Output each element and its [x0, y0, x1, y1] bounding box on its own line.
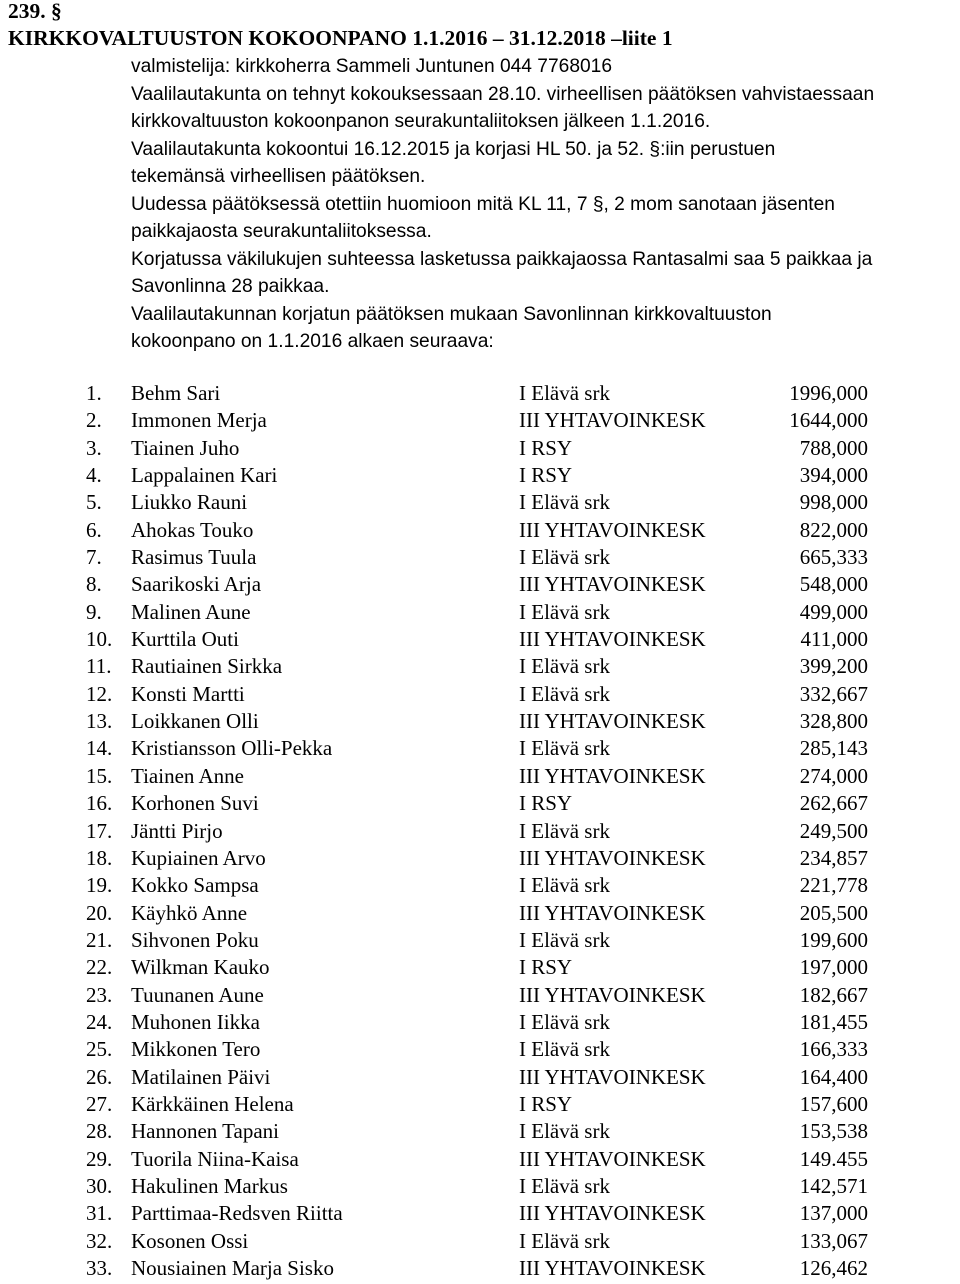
member-group: III YHTAVOINKESK	[519, 1256, 706, 1280]
member-name: Käyhkö Anne	[131, 900, 248, 925]
member-number: 13.	[86, 709, 113, 734]
member-group: III YHTAVOINKESK	[519, 900, 706, 925]
section-number: 239. §	[8, 0, 62, 23]
member-group: I Elävä srk	[519, 1228, 610, 1253]
member-row	[0, 1091, 960, 1118]
member-name: Rasimus Tuula	[131, 545, 257, 570]
member-row	[0, 489, 960, 516]
member-number: 28.	[86, 1119, 113, 1144]
member-name: Malinen Aune	[131, 599, 251, 624]
member-row	[0, 790, 960, 817]
member-row	[0, 1036, 960, 1063]
member-name: Sihvonen Poku	[131, 927, 259, 952]
member-votes: 221,778	[799, 873, 868, 898]
member-group: I Elävä srk	[519, 1037, 610, 1062]
member-name: Parttimaa-Redsven Riitta	[131, 1201, 343, 1226]
member-number: 14.	[86, 736, 113, 761]
member-group: I Elävä srk	[519, 681, 610, 706]
member-number: 15.	[86, 763, 113, 788]
member-name: Kokko Sampsa	[131, 873, 259, 898]
member-votes: 199,600	[799, 927, 868, 952]
member-group: I RSY	[519, 435, 573, 460]
member-row	[0, 763, 960, 790]
document-title: KIRKKOVALTUUSTON KOKOONPANO 1.1.2016 – 31.12.2018 –liite 1	[8, 26, 673, 50]
member-name: Kurttila Outi	[131, 627, 239, 652]
member-votes: 822,000	[799, 517, 868, 542]
member-votes: 1644,000	[789, 408, 868, 433]
member-group: I Elävä srk	[519, 873, 610, 898]
member-number: 2.	[86, 408, 102, 433]
body-line: Vaalilautakunta kokoontui 16.12.2015 ja korjasi HL 50. ja 52. §:iin perustuen	[131, 138, 776, 160]
member-list	[0, 380, 960, 1282]
body-line: kirkkovaltuuston kokoonpanon seurakuntaliitoksen jälkeen 1.1.2016.	[131, 111, 711, 132]
member-row	[0, 708, 960, 735]
member-votes: 399,200	[799, 654, 868, 679]
member-number: 22.	[86, 955, 113, 980]
member-name: Konsti Martti	[131, 681, 245, 706]
member-row	[0, 872, 960, 899]
member-number: 24.	[86, 1009, 113, 1034]
member-votes: 274,000	[799, 763, 868, 788]
member-votes: 164,400	[799, 1064, 868, 1089]
member-row	[0, 1255, 960, 1282]
member-votes: 394,000	[799, 463, 868, 488]
member-group: III YHTAVOINKESK	[519, 1064, 706, 1089]
member-number: 31.	[86, 1201, 113, 1226]
member-group: III YHTAVOINKESK	[519, 517, 706, 542]
member-number: 30.	[86, 1173, 113, 1198]
member-number: 7.	[86, 545, 102, 570]
member-votes: 182,667	[799, 982, 868, 1007]
member-votes: 665,333	[799, 545, 868, 570]
member-name: Liukko Rauni	[131, 490, 248, 515]
member-votes: 262,667	[799, 791, 868, 816]
member-name: Nousiainen Marja Sisko	[131, 1256, 334, 1280]
member-name: Immonen Merja	[131, 408, 267, 433]
member-name: Kärkkäinen Helena	[131, 1091, 294, 1116]
member-votes: 133,067	[799, 1228, 868, 1253]
member-votes: 149.455	[799, 1146, 868, 1171]
member-row	[0, 927, 960, 954]
member-name: Kosonen Ossi	[131, 1228, 249, 1253]
member-group: I Elävä srk	[519, 545, 610, 570]
member-group: III YHTAVOINKESK	[519, 408, 706, 433]
member-row	[0, 517, 960, 544]
member-number: 17.	[86, 818, 113, 843]
member-group: III YHTAVOINKESK	[519, 845, 706, 870]
member-row	[0, 544, 960, 571]
body-line: valmistelija: kirkkoherra Sammeli Juntunen 044 7768016	[131, 56, 613, 77]
member-row	[0, 845, 960, 872]
member-group: I Elävä srk	[519, 654, 610, 679]
member-name: Behm Sari	[131, 381, 221, 405]
body-line: paikkajaosta seurakuntaliitoksessa.	[131, 221, 432, 242]
member-name: Tuunanen Aune	[131, 982, 264, 1007]
member-name: Ahokas Touko	[131, 517, 254, 542]
member-row	[0, 900, 960, 927]
member-row	[0, 954, 960, 981]
member-row	[0, 626, 960, 653]
member-row	[0, 1228, 960, 1255]
member-name: Loikkanen Olli	[131, 709, 259, 734]
member-group: I Elävä srk	[519, 490, 610, 515]
member-group: I Elävä srk	[519, 599, 610, 624]
member-group: III YHTAVOINKESK	[519, 572, 706, 597]
member-number: 23.	[86, 982, 113, 1007]
member-number: 29.	[86, 1146, 113, 1171]
member-group: I RSY	[519, 463, 573, 488]
member-group: I RSY	[519, 791, 573, 816]
member-votes: 142,571	[799, 1173, 868, 1198]
member-name: Mikkonen Tero	[131, 1037, 261, 1062]
member-number: 12.	[86, 681, 113, 706]
member-row	[0, 653, 960, 680]
member-votes: 153,538	[799, 1119, 868, 1144]
member-row	[0, 380, 960, 407]
member-group: III YHTAVOINKESK	[519, 1201, 706, 1226]
member-name: Jäntti Pirjo	[131, 818, 223, 843]
member-name: Wilkman Kauko	[131, 955, 270, 980]
member-group: I RSY	[519, 955, 573, 980]
member-row	[0, 1064, 960, 1091]
member-name: Kupiainen Arvo	[131, 845, 266, 870]
member-number: 26.	[86, 1064, 113, 1089]
body-line: tekemänsä virheellisen päätöksen.	[131, 166, 426, 187]
member-votes: 234,857	[799, 845, 868, 870]
member-row	[0, 599, 960, 626]
member-votes: 998,000	[799, 490, 868, 515]
member-name: Lappalainen Kari	[131, 463, 278, 488]
member-group: I Elävä srk	[519, 1173, 610, 1198]
member-votes: 788,000	[799, 435, 868, 460]
member-number: 32.	[86, 1228, 113, 1253]
body-text	[131, 53, 960, 356]
member-row	[0, 1200, 960, 1227]
member-group: I Elävä srk	[519, 1119, 610, 1144]
member-group: III YHTAVOINKESK	[519, 627, 706, 652]
member-row	[0, 1173, 960, 1200]
member-number: 25.	[86, 1037, 113, 1062]
body-line: Savonlinna 28 paikkaa.	[131, 276, 330, 297]
member-number: 16.	[86, 791, 113, 816]
member-row	[0, 735, 960, 762]
member-group: III YHTAVOINKESK	[519, 709, 706, 734]
member-number: 21.	[86, 927, 113, 952]
member-name: Muhonen Iikka	[131, 1009, 260, 1034]
member-name: Rautiainen Sirkka	[131, 654, 283, 679]
member-votes: 499,000	[799, 599, 868, 624]
member-number: 4.	[86, 463, 102, 488]
member-number: 33.	[86, 1256, 113, 1280]
member-number: 9.	[86, 599, 102, 624]
member-name: Saarikoski Arja	[131, 572, 262, 597]
member-group: III YHTAVOINKESK	[519, 763, 706, 788]
member-votes: 137,000	[799, 1201, 868, 1226]
member-name: Tiainen Anne	[131, 763, 244, 788]
member-number: 10.	[86, 627, 113, 652]
body-line: Uudessa päätöksessä otettiin huomioon mitä KL 11, 7 §, 2 mom sanotaan jäsenten	[131, 193, 835, 215]
body-line: kokoonpano on 1.1.2016 alkaen seuraava:	[131, 331, 494, 352]
member-votes: 197,000	[799, 955, 868, 980]
member-group: I Elävä srk	[519, 736, 610, 761]
member-number: 18.	[86, 845, 113, 870]
member-votes: 166,333	[799, 1037, 868, 1062]
member-votes: 157,600	[799, 1091, 868, 1116]
member-group: III YHTAVOINKESK	[519, 1146, 706, 1171]
member-votes: 205,500	[799, 900, 868, 925]
body-line: Vaalilautakunnan korjatun päätöksen mukaan Savonlinnan kirkkovaltuuston	[131, 303, 772, 325]
member-row	[0, 462, 960, 489]
member-name: Tuorila Niina-Kaisa	[131, 1146, 299, 1171]
member-number: 27.	[86, 1091, 113, 1116]
body-line: Korjatussa väkilukujen suhteessa lasketussa paikkajaossa Rantasalmi saa 5 paikkaa ja	[131, 248, 873, 270]
member-row	[0, 435, 960, 462]
member-number: 1.	[86, 381, 102, 405]
member-name: Hakulinen Markus	[131, 1173, 288, 1198]
member-row	[0, 1009, 960, 1036]
member-row	[0, 818, 960, 845]
member-number: 5.	[86, 490, 102, 515]
member-votes: 548,000	[799, 572, 868, 597]
member-votes: 1996,000	[789, 381, 868, 405]
member-number: 8.	[86, 572, 102, 597]
member-row	[0, 982, 960, 1009]
member-name: Tiainen Juho	[131, 435, 240, 460]
member-row	[0, 1118, 960, 1145]
member-votes: 249,500	[799, 818, 868, 843]
member-name: Korhonen Suvi	[131, 791, 259, 816]
member-votes: 181,455	[799, 1009, 868, 1034]
member-number: 6.	[86, 517, 102, 542]
member-name: Kristiansson Olli-Pekka	[131, 736, 333, 761]
member-group: I Elävä srk	[519, 818, 610, 843]
member-number: 3.	[86, 435, 102, 460]
member-row	[0, 681, 960, 708]
member-votes: 332,667	[799, 681, 868, 706]
member-votes: 285,143	[799, 736, 868, 761]
member-group: III YHTAVOINKESK	[519, 982, 706, 1007]
member-row	[0, 407, 960, 434]
member-row	[0, 1146, 960, 1173]
member-votes: 126,462	[799, 1256, 868, 1280]
member-votes: 328,800	[799, 709, 868, 734]
member-group: I Elävä srk	[519, 927, 610, 952]
member-number: 11.	[86, 654, 112, 679]
member-group: I RSY	[519, 1091, 573, 1116]
member-name: Matilainen Päivi	[131, 1064, 271, 1089]
member-group: I Elävä srk	[519, 381, 610, 405]
member-number: 19.	[86, 873, 113, 898]
member-votes: 411,000	[800, 627, 868, 652]
body-line: Vaalilautakunta on tehnyt kokouksessaan 28.10. virheellisen päätöksen vahvistaessaan	[131, 83, 875, 105]
member-group: I Elävä srk	[519, 1009, 610, 1034]
member-row	[0, 571, 960, 598]
member-name: Hannonen Tapani	[131, 1119, 280, 1144]
member-number: 20.	[86, 900, 113, 925]
